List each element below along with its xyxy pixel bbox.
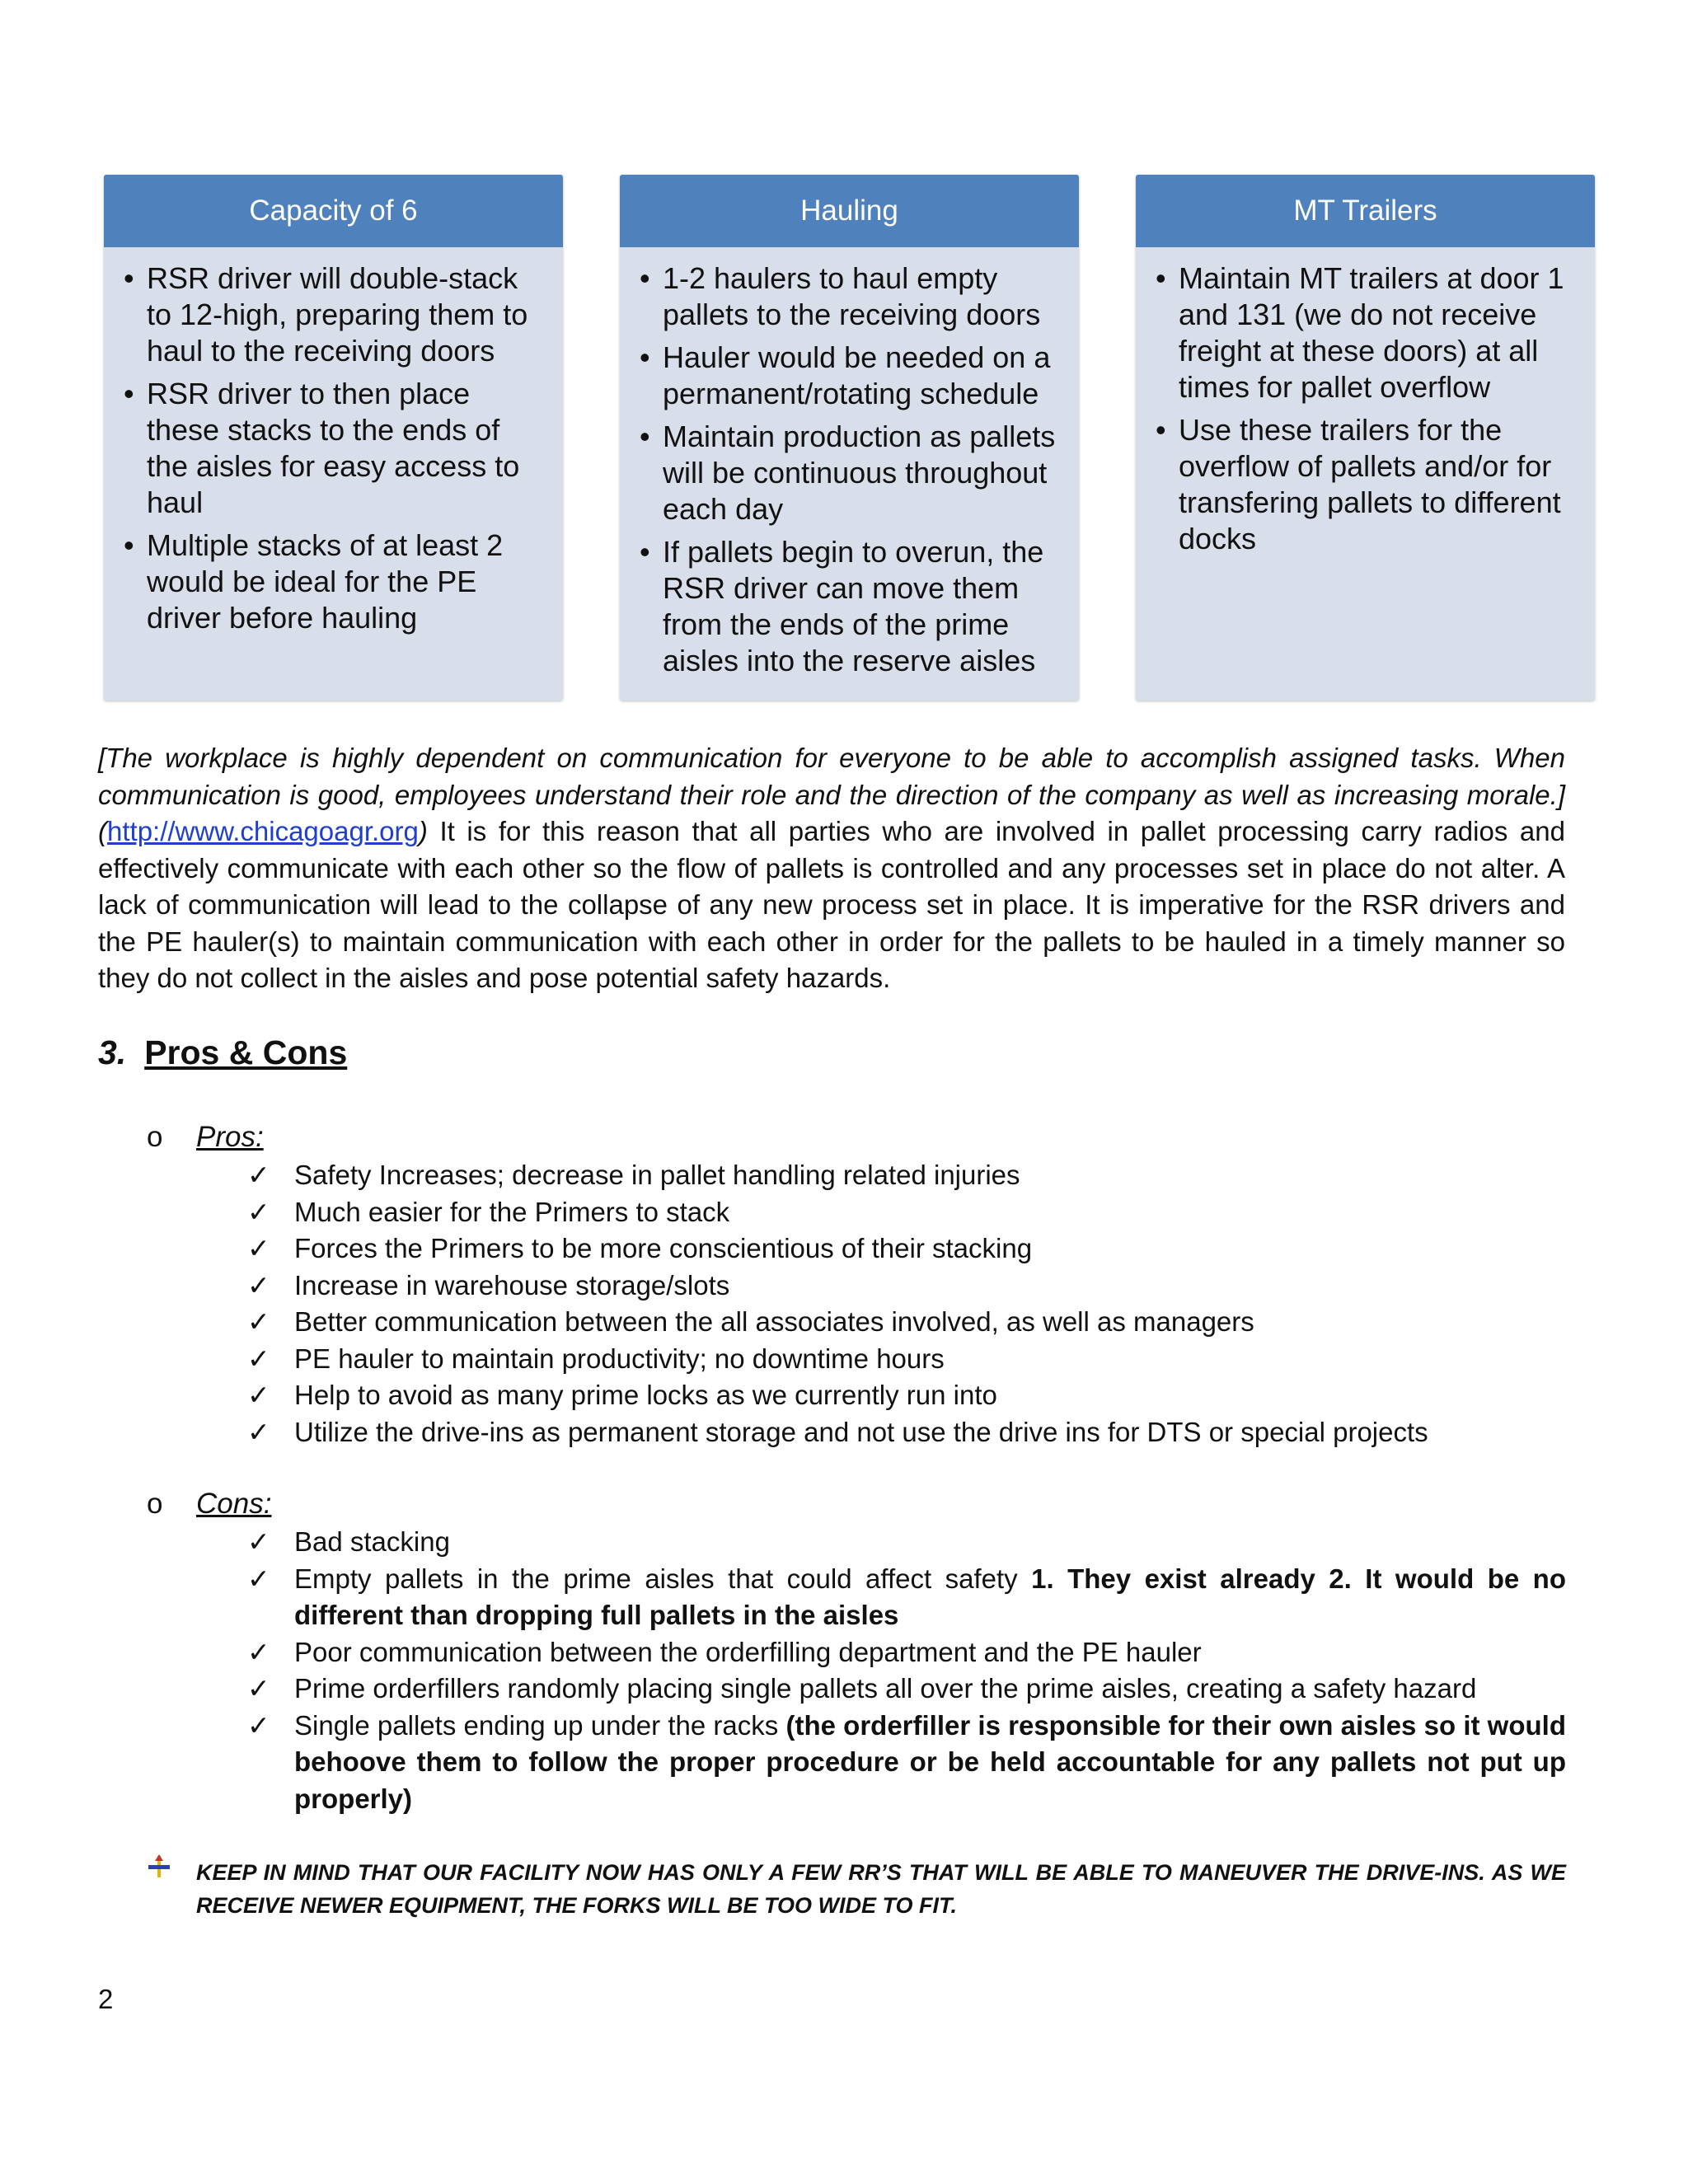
pros-item	[247, 1157, 1566, 1194]
box-item: • If pallets begin to overun, the RSR driver can move them from the ends of the prime aisles into the reserve aisles	[638, 534, 1064, 679]
checkmark-icon: ✓	[247, 1343, 270, 1374]
box-item: • Maintain MT trailers at door 1 and 131 (we do not receive freight at these doors) at all times for pallet overflow	[1154, 260, 1580, 405]
cons-item-emphasis: 1. They exist already 2. It would be no different than dropping full pallets in the aisles	[294, 1563, 1566, 1630]
box-mt-trailers	[1136, 175, 1595, 701]
cons-item	[247, 1634, 1566, 1671]
communication-paragraph	[98, 740, 1565, 997]
pros-heading: Pros:	[196, 1121, 264, 1153]
checkmark-icon: ✓	[247, 1196, 270, 1227]
box-title: MT Trailers	[1136, 175, 1595, 247]
box-item: • Use these trailers for the overflow of pallets and/or for transfering pallets to different docks	[1154, 412, 1580, 557]
pros-item-text: PE hauler to maintain productivity; no downtime hours	[294, 1343, 945, 1374]
pushpin-icon	[147, 1854, 171, 1879]
pros-list	[247, 1157, 1566, 1451]
open-paren: (	[98, 816, 107, 846]
pros-label	[147, 1121, 264, 1154]
pros-item	[247, 1194, 1566, 1231]
checkmark-icon: ✓	[247, 1233, 270, 1263]
box-title: Capacity of 6	[104, 175, 563, 247]
pros-item-text: Better communication between the all associates involved, as well as managers	[294, 1306, 1254, 1337]
pros-item	[247, 1268, 1566, 1305]
paragraph-body: It is for this reason that all parties who are involved in pallet processing carry radios and effectively communicate with each other so the flow of pallets is controlled and any processes set in place do not alter. A lack of communication will lead to the collapse of any new process set in place. It is imperative for the RSR drivers and the PE hauler(s) to maintain communication with each other in order for the pallets to be hauled in a timely manner so they do not collect in the aisles and pose potential safety hazards.	[98, 816, 1565, 993]
checkmark-icon: ✓	[247, 1709, 270, 1741]
box-item: • Maintain production as pallets will be continuous throughout each day	[638, 419, 1064, 527]
cons-list	[247, 1524, 1566, 1817]
box-item: • 1-2 haulers to haul empty pallets to the receiving doors	[638, 260, 1064, 333]
box-title: Hauling	[620, 175, 1079, 247]
pros-item-text: Safety Increases; decrease in pallet handling related injuries	[294, 1160, 1020, 1190]
cons-item	[247, 1671, 1566, 1708]
box-hauling	[620, 175, 1079, 701]
section-title: Pros & Cons	[144, 1033, 348, 1071]
process-boxes	[104, 175, 1596, 702]
pros-item	[247, 1341, 1566, 1378]
cons-item	[247, 1708, 1566, 1818]
cons-label	[147, 1488, 271, 1521]
section-heading	[98, 1033, 347, 1072]
cons-item	[247, 1561, 1566, 1634]
pros-item	[247, 1414, 1566, 1451]
checkmark-icon: ✓	[247, 1269, 270, 1301]
keep-in-mind-note: KEEP IN MIND THAT OUR FACILITY NOW HAS ONLY A FEW RR’S THAT WILL BE ABLE TO MANEUVER THE DRIVE-INS. AS WE RECEIVE NEWER EQUIPMENT, THE FORKS WILL BE TOO WIDE TO FIT.	[196, 1860, 1566, 1918]
cons-item-text: Bad stacking	[294, 1526, 450, 1557]
cons-item-text: Poor communication between the orderfilling department and the PE hauler	[294, 1636, 1202, 1667]
checkmark-icon: ✓	[247, 1416, 270, 1447]
pros-item-text: Help to avoid as many prime locks as we currently run into	[294, 1380, 997, 1410]
source-link[interactable]: http://www.chicagoagr.org	[107, 816, 419, 846]
pros-item-text: Forces the Primers to be more conscientious of their stacking	[294, 1233, 1033, 1263]
list-bullet: o	[147, 1121, 163, 1153]
close-paren: )	[418, 816, 428, 846]
checkmark-icon: ✓	[247, 1636, 270, 1667]
checkmark-icon: ✓	[247, 1380, 270, 1410]
pros-item-text: Utilize the drive-ins as permanent storage and not use the drive ins for DTS or special projects	[294, 1416, 1428, 1447]
cons-item-text: Single pallets ending up under the racks	[294, 1709, 786, 1741]
cons-item	[247, 1524, 1566, 1561]
quote-text: [The workplace is highly dependent on communication for everyone to be able to accomplish assigned tasks. When communication is good, employees understand their role and the direction of the company as well as increasing morale.]	[98, 743, 1565, 810]
box-item: • RSR driver will double-stack to 12-high, preparing them to haul to the receiving doors	[122, 260, 548, 369]
box-item: • Multiple stacks of at least 2 would be ideal for the PE driver before hauling	[122, 527, 548, 636]
pros-item	[247, 1230, 1566, 1268]
checkmark-icon: ✓	[247, 1160, 270, 1190]
cons-item-text: Prime orderfillers randomly placing single pallets all over the prime aisles, creating a safety hazard	[294, 1673, 1477, 1704]
box-item: • Hauler would be needed on a permanent/rotating schedule	[638, 340, 1064, 412]
section-number: 3.	[98, 1033, 127, 1071]
pros-item	[247, 1377, 1566, 1414]
cons-item-text: Empty pallets in the prime aisles that could affect safety	[294, 1563, 1032, 1594]
page-number: 2	[98, 1984, 114, 2014]
list-bullet: o	[147, 1488, 163, 1520]
cons-item-emphasis: (the orderfiller is responsible for their own aisles so it would behoove them to follow the proper procedure or be held accountable for any pallets not put up properly)	[294, 1709, 1566, 1814]
checkmark-icon: ✓	[247, 1673, 270, 1704]
checkmark-icon: ✓	[247, 1526, 270, 1557]
checkmark-icon: ✓	[247, 1306, 270, 1337]
pros-item	[247, 1304, 1566, 1341]
pros-item-text: Much easier for the Primers to stack	[294, 1196, 730, 1227]
cons-heading: Cons:	[196, 1488, 272, 1520]
pros-item-text: Increase in warehouse storage/slots	[294, 1269, 730, 1301]
checkmark-icon: ✓	[247, 1563, 270, 1594]
box-capacity	[104, 175, 563, 701]
box-item: • RSR driver to then place these stacks to the ends of the aisles for easy access to haul	[122, 376, 548, 521]
